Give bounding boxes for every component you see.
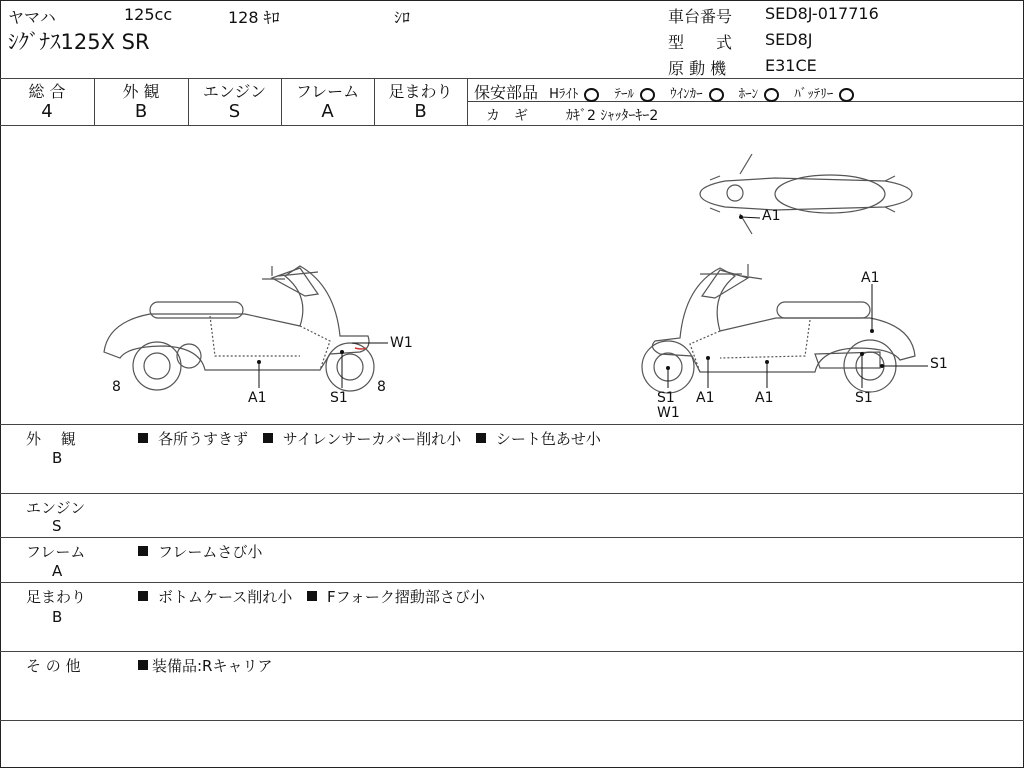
frame-no: SED8J-017716 bbox=[765, 4, 879, 23]
diagram-mark: A1 bbox=[696, 390, 715, 406]
maker: ヤマハ bbox=[8, 8, 56, 27]
engine-label: エンジン bbox=[202, 82, 267, 101]
mark-stroke bbox=[355, 348, 366, 349]
divider bbox=[0, 582, 1024, 583]
notes-exterior-label: 外 観 bbox=[26, 430, 76, 448]
diagram-mark: A1 bbox=[248, 390, 267, 406]
divider bbox=[0, 537, 1024, 538]
divider bbox=[0, 720, 1024, 721]
notes-frame-grade: A bbox=[52, 562, 63, 580]
diagram-mark: S1 bbox=[330, 390, 348, 406]
diagram-mark: S1 bbox=[657, 390, 675, 406]
ok-circle-icon bbox=[640, 88, 655, 102]
bullet-square-icon bbox=[307, 591, 317, 601]
scooter-left-side-icon bbox=[104, 266, 374, 391]
safety-item-horn: ﾎｰﾝ bbox=[739, 87, 790, 102]
note-item: フレームさび小 bbox=[158, 543, 263, 561]
bullet-square-icon bbox=[476, 433, 486, 443]
safety-item-winker: ｳｲﾝｶｰ bbox=[670, 87, 734, 102]
mileage: 128 ｷﾛ bbox=[228, 8, 280, 27]
notes-frame-label: フレーム bbox=[26, 543, 86, 561]
engine-model-label: 原 動 機 bbox=[668, 59, 727, 78]
color: ｼﾛ bbox=[394, 8, 411, 27]
diagram-mark: S1 bbox=[930, 356, 948, 372]
safety-item-battery: ﾊﾞｯﾃﾘｰ bbox=[794, 87, 864, 102]
notes-other-items bbox=[138, 655, 272, 676]
diagram-mark: W1 bbox=[657, 405, 680, 421]
key-label: カ ギ bbox=[486, 108, 528, 124]
safety-parts bbox=[474, 80, 864, 103]
bullet-square-icon bbox=[138, 660, 148, 670]
model-name: ｼｸﾞﾅｽ125X SR bbox=[8, 30, 150, 54]
note-item: Fフォーク摺動部さび小 bbox=[327, 588, 485, 606]
ok-circle-icon bbox=[764, 88, 779, 102]
diagram-mark: 8 bbox=[377, 379, 386, 395]
diagram-mark: 8 bbox=[112, 379, 121, 395]
notes-exterior-grade: B bbox=[52, 449, 63, 467]
note-item: 装備品:Rキャリア bbox=[152, 657, 273, 675]
safety-item-headlight: Hﾗｲﾄ bbox=[549, 87, 609, 102]
ok-circle-icon bbox=[709, 88, 724, 102]
divider bbox=[467, 78, 468, 125]
divider bbox=[0, 424, 1024, 425]
diagram-mark: A1 bbox=[755, 390, 774, 406]
frame-label: フレーム bbox=[295, 82, 360, 101]
engine-grade: S bbox=[228, 101, 241, 122]
diagram-mark: W1 bbox=[390, 335, 413, 351]
frame-no-label: 車台番号 bbox=[668, 7, 733, 26]
notes-frame-items bbox=[138, 541, 262, 562]
diagram-mark: A1 bbox=[762, 208, 781, 224]
safety-item-tail: ﾃｰﾙ bbox=[614, 87, 665, 102]
suspension-grade: B bbox=[414, 101, 427, 122]
bullet-square-icon bbox=[138, 546, 148, 556]
engine-model: E31CE bbox=[765, 56, 817, 75]
divider bbox=[0, 493, 1024, 494]
notes-suspension-grade: B bbox=[52, 608, 63, 626]
type-label: 型 式 bbox=[668, 33, 733, 52]
note-item: 各所うすきず bbox=[158, 430, 249, 448]
note-item: シート色あせ小 bbox=[495, 430, 601, 448]
diagram-mark: S1 bbox=[855, 390, 873, 406]
exterior-label: 外 観 bbox=[122, 82, 160, 101]
diagram-mark: A1 bbox=[861, 270, 880, 286]
bullet-square-icon bbox=[263, 433, 273, 443]
frame-grade: A bbox=[321, 101, 334, 122]
overall-label: 総 合 bbox=[28, 82, 66, 101]
ok-circle-icon bbox=[584, 88, 599, 102]
notes-exterior-items bbox=[138, 428, 601, 449]
divider bbox=[0, 651, 1024, 652]
notes-engine-grade: S bbox=[52, 517, 62, 535]
type-value: SED8J bbox=[765, 30, 813, 49]
overall-grade: 4 bbox=[41, 101, 53, 122]
key-value: ｶｷﾞ2 ｼｬｯﾀｰｷｰ2 bbox=[566, 108, 659, 124]
scooter-top-view-icon bbox=[700, 154, 912, 234]
suspension-label: 足まわり bbox=[388, 82, 453, 101]
notes-engine-label: エンジン bbox=[26, 499, 86, 517]
exterior-grade: B bbox=[134, 101, 148, 122]
displacement: 125cc bbox=[124, 5, 173, 24]
notes-suspension-items bbox=[138, 586, 485, 607]
notes-other-label: そ の 他 bbox=[26, 657, 81, 675]
ok-circle-icon bbox=[839, 88, 854, 102]
bullet-square-icon bbox=[138, 433, 148, 443]
safety-label: 保安部品 bbox=[474, 83, 539, 102]
notes-suspension-label: 足まわり bbox=[26, 588, 87, 606]
note-item: サイレンサーカバー削れ小 bbox=[282, 430, 462, 448]
note-item: ボトムケース削れ小 bbox=[158, 588, 293, 606]
bullet-square-icon bbox=[138, 591, 148, 601]
